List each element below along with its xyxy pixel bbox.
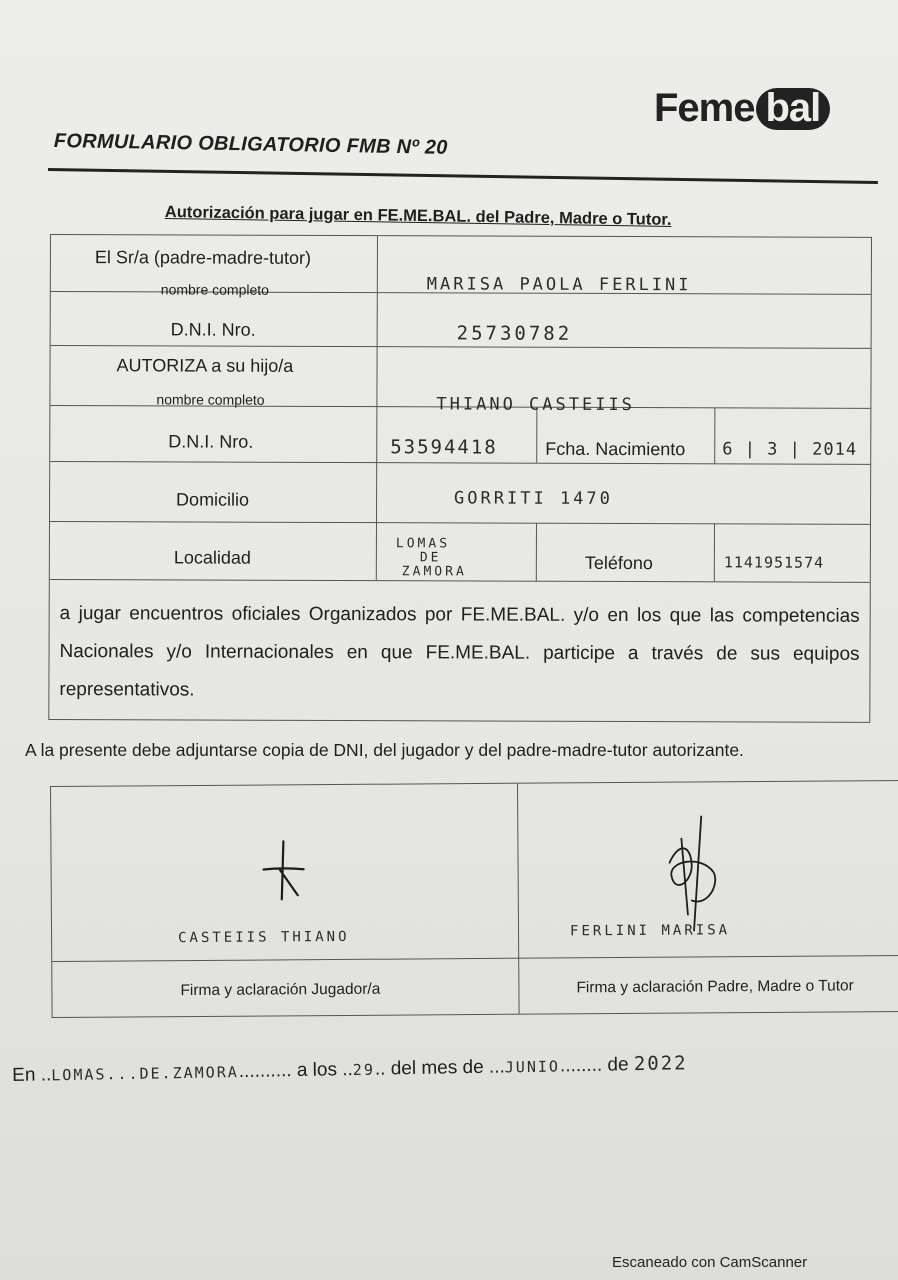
form-title: FORMULARIO OBLIGATORIO FMB Nº 20 [53, 130, 448, 159]
month-value: JUNIO [504, 1057, 561, 1077]
city-value-line1: LOMAS [395, 536, 451, 552]
address-value: GORRITI 1470 [454, 488, 613, 509]
player-clarification: CASTEIIS THIANO [178, 928, 350, 947]
player-signature [259, 839, 307, 901]
title-rule [48, 168, 878, 184]
a-los-text: a los [291, 1059, 343, 1082]
parent-dni-label: D.N.I. Nro. [170, 319, 256, 340]
city-value-line2: DE [419, 550, 442, 566]
del-mes-text: del mes de [390, 1056, 490, 1080]
authorizes-label: AUTORIZA a su hijo/a [116, 355, 294, 376]
de-text: de [607, 1054, 635, 1076]
parent-signature-caption: Firma y aclaración Padre, Madre o Tutor [576, 977, 854, 997]
parent-name-value: MARISA PAOLA FERLINI [426, 274, 692, 296]
child-dni-label: D.N.I. Nro. [168, 431, 254, 452]
parent-dni-value: 25730782 [456, 322, 573, 345]
phone-value: 1141951574 [723, 553, 825, 572]
parent-signature [661, 814, 722, 932]
player-signature-caption: Firma y aclaración Jugador/a [180, 980, 381, 1000]
month-dots-pre: ... [488, 1056, 505, 1078]
femebal-logo: Feme bal [654, 86, 830, 131]
place-dots-post: .......... [238, 1060, 292, 1083]
signature-table [50, 780, 898, 1018]
form-subtitle: Autorización para jugar en FE.ME.BAL. del Padre, Madre o Tutor. [164, 203, 672, 229]
authorization-paragraph: a jugar encuentros oficiales Organizados por FE.ME.BAL. y/o en los que las competencias Nacionales y/o Internacionales en que FE.ME.BAL. participe a través de sus equipos representativos. [59, 603, 860, 701]
phone-label: Teléfono [584, 552, 653, 574]
child-sublabel: nombre completo [156, 391, 265, 408]
city-value-line3: ZAMORA [401, 564, 467, 580]
address-label: Domicilio [176, 489, 250, 510]
attachment-note: A la presente debe adjuntarse copia de DNI, del jugador y del padre-madre-tutor autorizante. [25, 740, 744, 760]
year-value: 2022 [633, 1052, 688, 1076]
month-dots-post: ........ [559, 1054, 608, 1077]
day-dots-post: .. [374, 1058, 391, 1080]
parent-clarification: FERLINI MARISA [569, 922, 731, 940]
birthdate-value: 6 | 3 | 2014 [722, 439, 858, 460]
place-date-line [12, 1052, 688, 1087]
day-dots-pre: .. [342, 1059, 354, 1081]
parent-sublabel: nombre completo [160, 281, 270, 298]
place-dots-pre: .. [40, 1064, 52, 1086]
camscanner-watermark: Escaneado con CamScanner [612, 1254, 808, 1271]
day-value: 29 [352, 1060, 376, 1080]
birthdate-label: Fcha. Nacimiento [545, 438, 686, 460]
authorization-table [48, 234, 872, 723]
parent-label: El Sr/a (padre-madre-tutor) [94, 247, 312, 268]
child-dni-value: 53594418 [390, 436, 498, 459]
city-label: Localidad [173, 547, 251, 568]
en-text: En [12, 1064, 41, 1086]
child-name-value: THIANO CASTEIIS [436, 394, 635, 416]
place-value: LOMAS...DE.ZAMORA [51, 1063, 239, 1085]
